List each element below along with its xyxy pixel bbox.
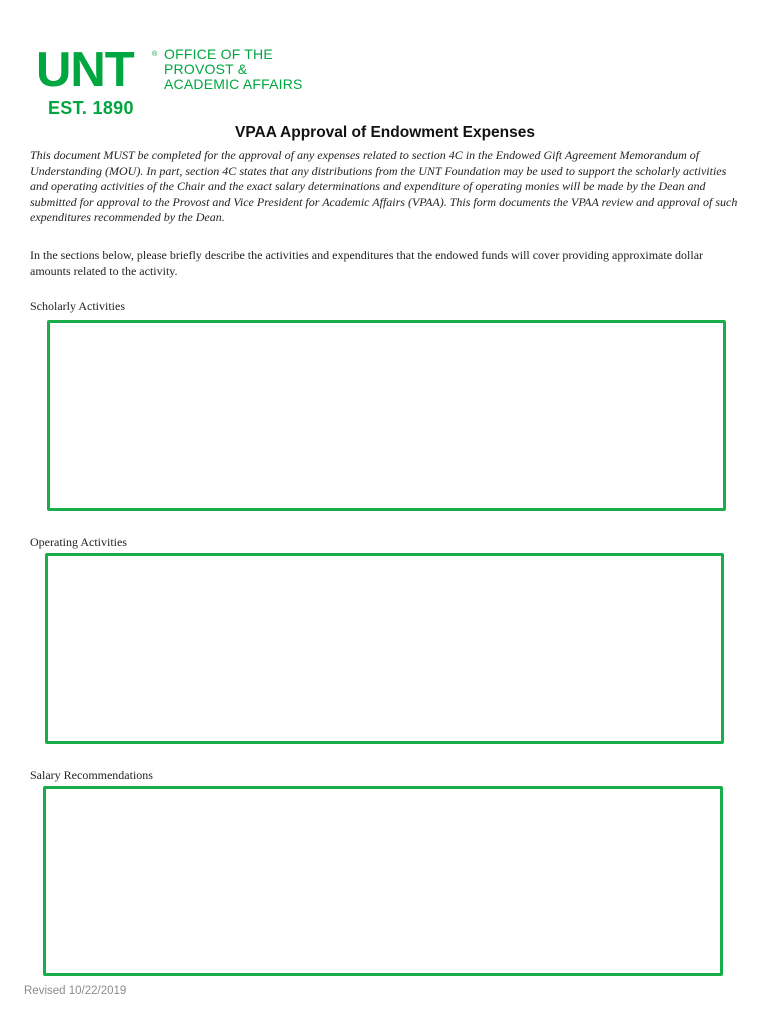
salary-recommendations-field[interactable] [43, 786, 723, 976]
office-name-line: ACADEMIC AFFAIRS [164, 76, 303, 92]
intro-paragraph: This document MUST be completed for the approval of any expenses related to section 4C in the Endowed Gift Agreement Memorandum of Understanding (MOU). In part, section 4C states that any distributions from the UNT Foundation may be used to support the scholarly activities and operating activities of the Chair and the exact salary determinations and expenditure of operating monies will be made by the Dean and submitted for approval to the Provost and Vice President for Academic Affairs (VPAA). This form documents the VPAA review and approval of such expenditures recommended by the Dean. [30, 148, 738, 224]
unt-provost-logo [36, 44, 306, 120]
established-year: EST. 1890 [48, 98, 134, 118]
salary-recommendations-label: Salary Recommendations [30, 768, 153, 782]
scholarly-activities-label: Scholarly Activities [30, 299, 125, 313]
scholarly-activities-field[interactable] [47, 320, 726, 511]
operating-activities-label: Operating Activities [30, 535, 127, 549]
office-name [164, 47, 324, 92]
registered-mark: ® [152, 51, 158, 58]
office-name-line: OFFICE OF THE [164, 46, 273, 62]
document-title: VPAA Approval of Endowment Expenses [234, 124, 535, 141]
instruction-paragraph: In the sections below, please briefly describe the activities and expenditures that the endowed funds will cover providing approximate dollar amounts related to the activity. [30, 248, 704, 278]
revision-date: Revised 10/22/2019 [24, 985, 127, 997]
operating-activities-field[interactable] [45, 553, 724, 744]
office-name-line: PROVOST & [164, 61, 248, 77]
unt-logo-wordmark: UNT [36, 43, 134, 97]
